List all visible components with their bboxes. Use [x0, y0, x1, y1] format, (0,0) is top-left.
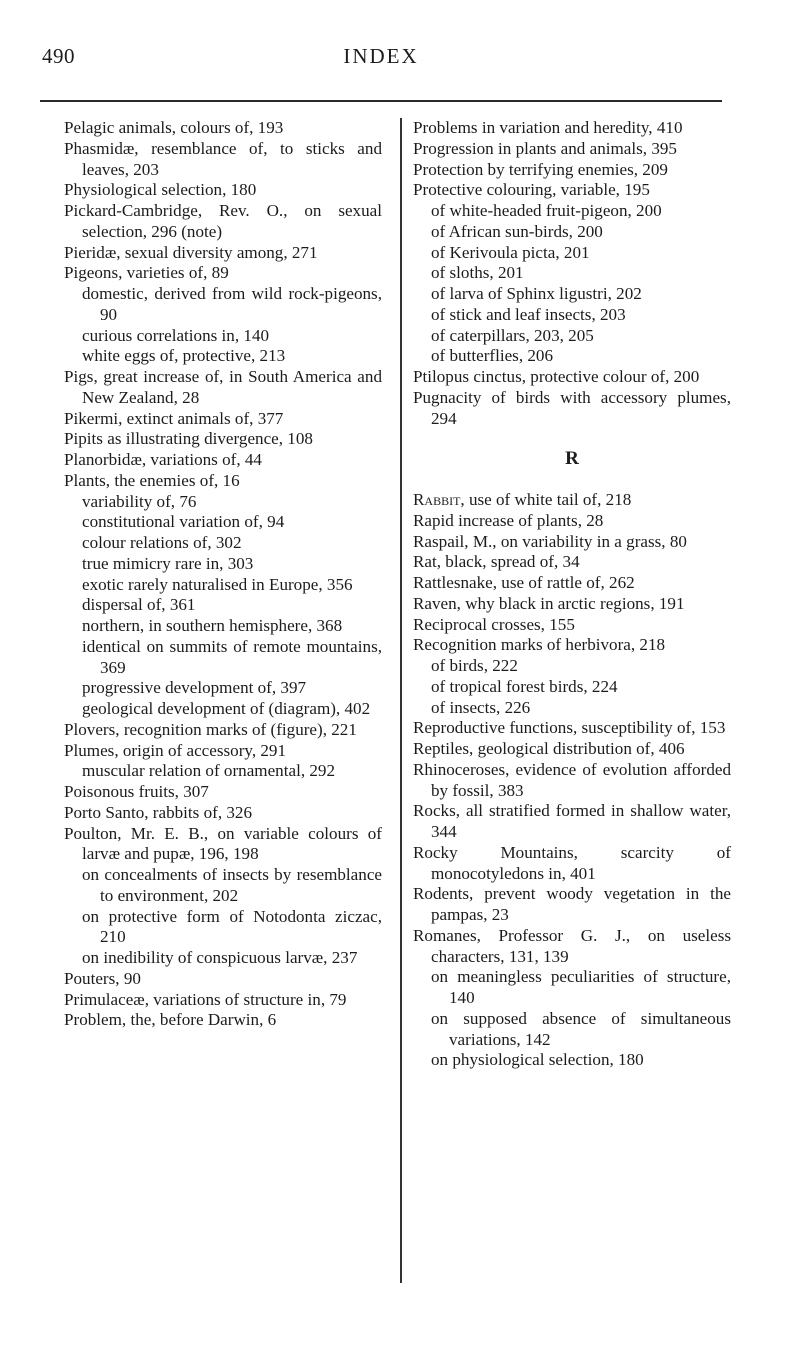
index-entry: Plants, the enemies of, 16 [64, 470, 240, 490]
index-subentry: of tropical forest birds, 224 [431, 676, 618, 696]
page-header [40, 44, 722, 74]
index-subentry: curious correlations in, 140 [82, 325, 270, 345]
index-subentry: on concealments of insects by resemblance to environment, 202 [82, 865, 382, 905]
index-entry: Poulton, Mr. E. B., on variable colours of larvæ and pupæ, 196, 198 [64, 823, 382, 864]
index-section-r [413, 490, 731, 1071]
index-entry: Rat, black, spread of, 34 [413, 552, 580, 572]
index-subentry: of birds, 222 [431, 656, 518, 675]
index-subentry: on meaningless peculiarities of structure, 140 [431, 967, 731, 1007]
index-entry-text: , use of white tail of, 218 [460, 490, 632, 509]
index-column-left [64, 118, 382, 1031]
index-subentry: on inedibility of conspicuous larvæ, 237 [82, 948, 358, 967]
page-number: 490 [42, 44, 75, 68]
index-entry: Pigeons, varieties of, 89 [64, 263, 229, 283]
index-entry: Progression in plants and animals, 395 [413, 138, 677, 158]
index-subentry: on protective form of Notodonta ziczac, 210 [82, 906, 382, 947]
index-entry: Physiological selection, 180 [64, 180, 257, 200]
index-column-right [413, 118, 731, 1071]
index-entry: Pipits as illustrating divergence, 108 [64, 429, 313, 449]
index-subentry: of Kerivoula picta, 201 [431, 242, 590, 262]
index-entry: Pieridæ, sexual diversity among, 271 [64, 242, 318, 262]
index-entry: Rodents, prevent woody vegetation in the pampas, 23 [413, 884, 731, 924]
index-subentry: muscular relation of ornamental, 292 [82, 761, 336, 781]
index-entry: Rocky Mountains, scarcity of monocotyledons in, 401 [413, 842, 731, 883]
index-subentry: of sloths, 201 [431, 263, 524, 283]
index-subentry: identical on summits of remote mountains, 369 [82, 636, 382, 677]
index-subentry: constitutional variation of, 94 [82, 512, 285, 532]
index-subentry: domestic, derived from wild rock-pigeons, 90 [82, 284, 382, 324]
index-entry: Reciprocal crosses, 155 [413, 614, 575, 634]
index-entry: Primulaceæ, variations of structure in, 79 [64, 989, 347, 1009]
index-entry: Pikermi, extinct animals of, 377 [64, 408, 284, 428]
index-entry: Pelagic animals, colours of, 193 [64, 118, 284, 137]
index-entry: Pouters, 90 [64, 968, 141, 988]
header-rule [40, 100, 722, 102]
index-subentry: dispersal of, 361 [82, 595, 196, 615]
index-entry: Plovers, recognition marks of (figure), 221 [64, 719, 357, 739]
index-entry: Plumes, origin of accessory, 291 [64, 740, 287, 760]
index-subentry: progressive development of, 397 [82, 678, 307, 698]
section-letter-r: R [565, 448, 579, 470]
index-entry: Porto Santo, rabbits of, 326 [64, 802, 253, 822]
index-entry: Problems in variation and heredity, 410 [413, 118, 683, 137]
index-subentry: on supposed absence of simultaneous variations, 142 [431, 1008, 731, 1049]
index-subentry: true mimicry rare in, 303 [82, 553, 254, 573]
index-subentry: of caterpillars, 203, 205 [431, 325, 594, 345]
index-entry: Ptilopus cinctus, protective colour of, 200 [413, 367, 700, 386]
index-entry: Raspail, M., on variability in a grass, 80 [413, 531, 687, 551]
index-headword: Rabbit [413, 490, 461, 509]
index-subentry: variability of, 76 [82, 491, 197, 511]
index-subentry: geological development of (diagram), 402 [82, 699, 371, 718]
running-title: INDEX [343, 44, 419, 68]
index-entry [413, 490, 731, 511]
index-entry: Protective colouring, variable, 195 [413, 180, 650, 200]
index-subentry: of stick and leaf insects, 203 [431, 304, 626, 324]
index-entry: Phasmidæ, resemblance of, to sticks and leaves, 203 [64, 138, 382, 179]
index-entry: Pickard-Cambridge, Rev. O., on sexual selection, 296 (note) [64, 201, 382, 241]
index-entry: Rapid increase of plants, 28 [413, 510, 604, 530]
column-divider [400, 118, 402, 1283]
index-entry: Pigs, great increase of, in South America and New Zealand, 28 [64, 367, 382, 407]
index-entry: Rattlesnake, use of rattle of, 262 [413, 573, 635, 592]
index-entry: Poisonous fruits, 307 [64, 782, 209, 801]
index-section-p [413, 118, 731, 429]
index-subentry: exotic rarely naturalised in Europe, 356 [82, 574, 353, 594]
index-subentry: of insects, 226 [431, 697, 531, 717]
index-entry: Problem, the, before Darwin, 6 [64, 1010, 277, 1030]
index-subentry: of larva of Sphinx ligustri, 202 [431, 284, 642, 303]
index-subentry: colour relations of, 302 [82, 533, 242, 552]
index-subentry: of white-headed fruit-pigeon, 200 [431, 201, 662, 220]
index-subentry: white eggs of, protective, 213 [82, 346, 286, 366]
index-entry: Planorbidæ, variations of, 44 [64, 450, 262, 469]
index-entry: Reproductive functions, susceptibility of, 153 [413, 718, 726, 738]
index-subentry: of butterflies, 206 [431, 346, 554, 366]
index-subentry: northern, in southern hemisphere, 368 [82, 616, 343, 635]
index-entry: Pugnacity of birds with accessory plumes, 294 [413, 387, 731, 428]
index-entry: Rhinoceroses, evidence of evolution afforded by fossil, 383 [413, 759, 731, 800]
index-entry: Raven, why black in arctic regions, 191 [413, 593, 685, 613]
index-entry: Rocks, all stratified formed in shallow water, 344 [413, 801, 731, 841]
index-entry: Romanes, Professor G. J., on useless characters, 131, 139 [413, 925, 731, 966]
index-entry: Reptiles, geological distribution of, 406 [413, 739, 685, 758]
index-subentry: on physiological selection, 180 [431, 1050, 644, 1070]
index-entry: Protection by terrifying enemies, 209 [413, 159, 668, 179]
index-subentry: of African sun-birds, 200 [431, 221, 603, 241]
index-entry: Recognition marks of herbivora, 218 [413, 635, 666, 655]
